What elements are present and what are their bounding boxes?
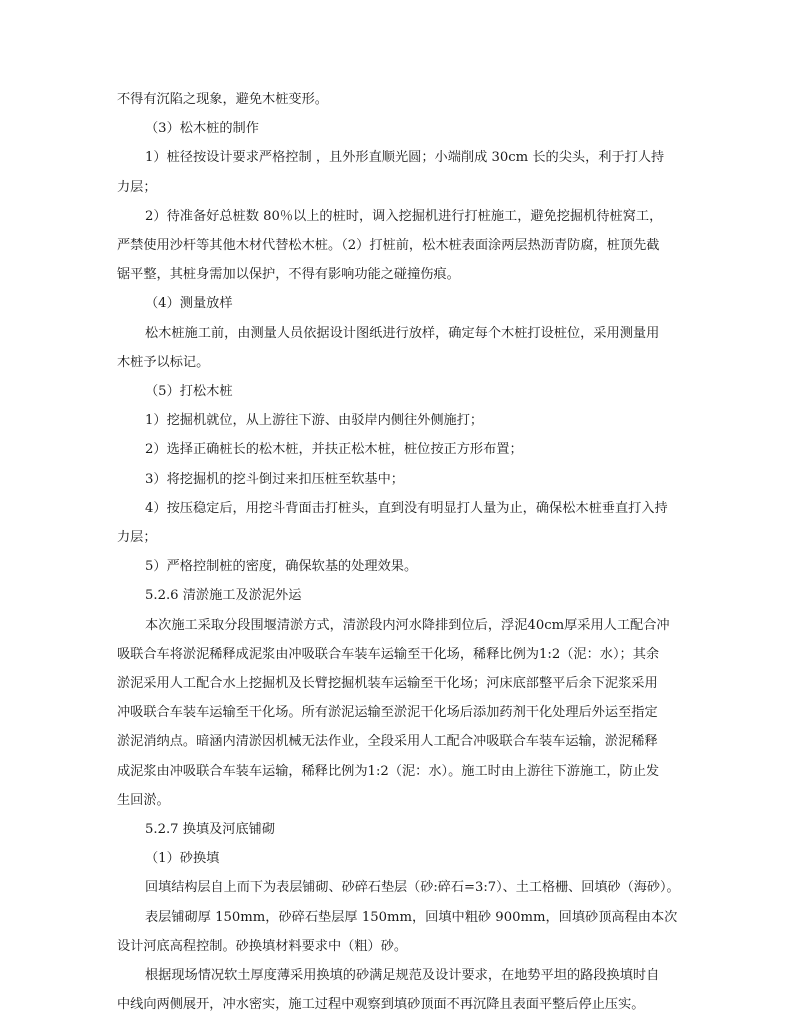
text-line: 4）按压稳定后，用挖斗背面击打桩头，直到没有明显打人量为止，确保松木桩垂直打入持 <box>145 500 668 516</box>
text-line: 本次施工采取分段围堰清淤方式，清淤段内河水降排到位后，浮泥40cm厚采用人工配合冲 <box>145 617 670 633</box>
section-heading: （3）松木桩的制作 <box>145 121 259 137</box>
section-heading: （5）打松木桩 <box>145 384 233 399</box>
text-line: 2）待准备好总桩数 80％以上的桩时，调入挖掘机进行打桩施工，避免挖掘机待桩窝工， <box>145 208 663 224</box>
text-line: 木桩予以标记。 <box>117 354 210 370</box>
text-line: 中线向两侧展开，冲水密实，施工过程中观察到填砂顶面不再沉降且表面平整后停止压实。 <box>117 997 645 1013</box>
text-line: 根据现场情况软土厚度薄采用换填的砂满足规范及设计要求，在地势平坦的路段换填时自 <box>145 968 660 983</box>
text-line: 设计河底高程控制。砂换填材料要求中（粗）砂。 <box>117 938 408 954</box>
text-line: 冲吸联合车装车运输至干化场。所有淤泥运输至淤泥干化场后添加药剂干化处理后外运至指定 <box>117 705 658 721</box>
text-line: 锯平整，其桩身需加以保护，不得有影响功能之碰撞伤痕。 <box>117 267 460 283</box>
text-line: 不得有沉陷之现象，避免木桩变形。 <box>117 92 328 107</box>
text-line: 力层； <box>117 179 157 195</box>
section-heading: 5.2.7 换填及河底铺砌 <box>145 822 276 837</box>
text-line: 回填结构层自上而下为表层铺砌、砂碎石垫层（砂:碎石=3:7）、土工格栅、回填砂（海砂）。 <box>145 880 680 896</box>
text-line: 严禁使用沙杆等其他木材代替松木桩。（2）打桩前，松木桩表面涂两层热沥青防腐，桩顶先截 <box>117 238 660 253</box>
text-line: 表层铺砌厚 150mm，砂碎石垫层厚 150mm，回填中粗砂 900mm，回填砂顶高程由本次 <box>145 909 678 925</box>
text-line: 3）将挖掘机的挖斗倒过来扣压桩至软基中； <box>145 471 404 487</box>
text-line: 5）严格控制桩的密度，确保软基的处理效果。 <box>145 559 418 575</box>
text-line: 淤泥采用人工配合水上挖掘机及长臂挖掘机装车运输至干化场；河床底部整平后余下泥浆采用 <box>117 676 658 691</box>
section-heading: 5.2.6 清淤施工及淤泥外运 <box>145 588 302 604</box>
text-line: 1）挖掘机就位，从上游往下游、由驳岸内侧往外侧施打； <box>145 413 484 429</box>
text-line: 1）桩径按设计要求严格控制 ，且外形直顺光圆；小端削成 30cm 长的尖头，利于打人持 <box>145 150 665 166</box>
text-line: 力层； <box>117 530 157 545</box>
section-heading: （1）砂换填 <box>145 851 220 867</box>
text-line: 生回淤。 <box>117 792 170 808</box>
text-line: 成泥浆由冲吸联合车装车运输，稀释比例为1:2（泥：水）。施工时由上游往下游施工，防止发 <box>117 763 660 779</box>
text-line: 淤泥消纳点。暗涵内清淤因机械无法作业，全段采用人工配合冲吸联合车装车运输，淤泥稀释 <box>117 734 658 750</box>
text-line: 吸联合车将淤泥稀释成泥浆由冲吸联合车装车运输至干化场，稀释比例为1:2（泥：水）；其余 <box>117 646 660 662</box>
section-heading: （4）测量放样 <box>145 296 233 312</box>
text-line: 2）选择正确桩长的松木桩，并扶正松木桩，桩位按正方形布置； <box>145 442 523 458</box>
text-line: 松木桩施工前，由测量人员依据设计图纸进行放样，确定每个木桩打设桩位，采用测量用 <box>145 325 660 341</box>
